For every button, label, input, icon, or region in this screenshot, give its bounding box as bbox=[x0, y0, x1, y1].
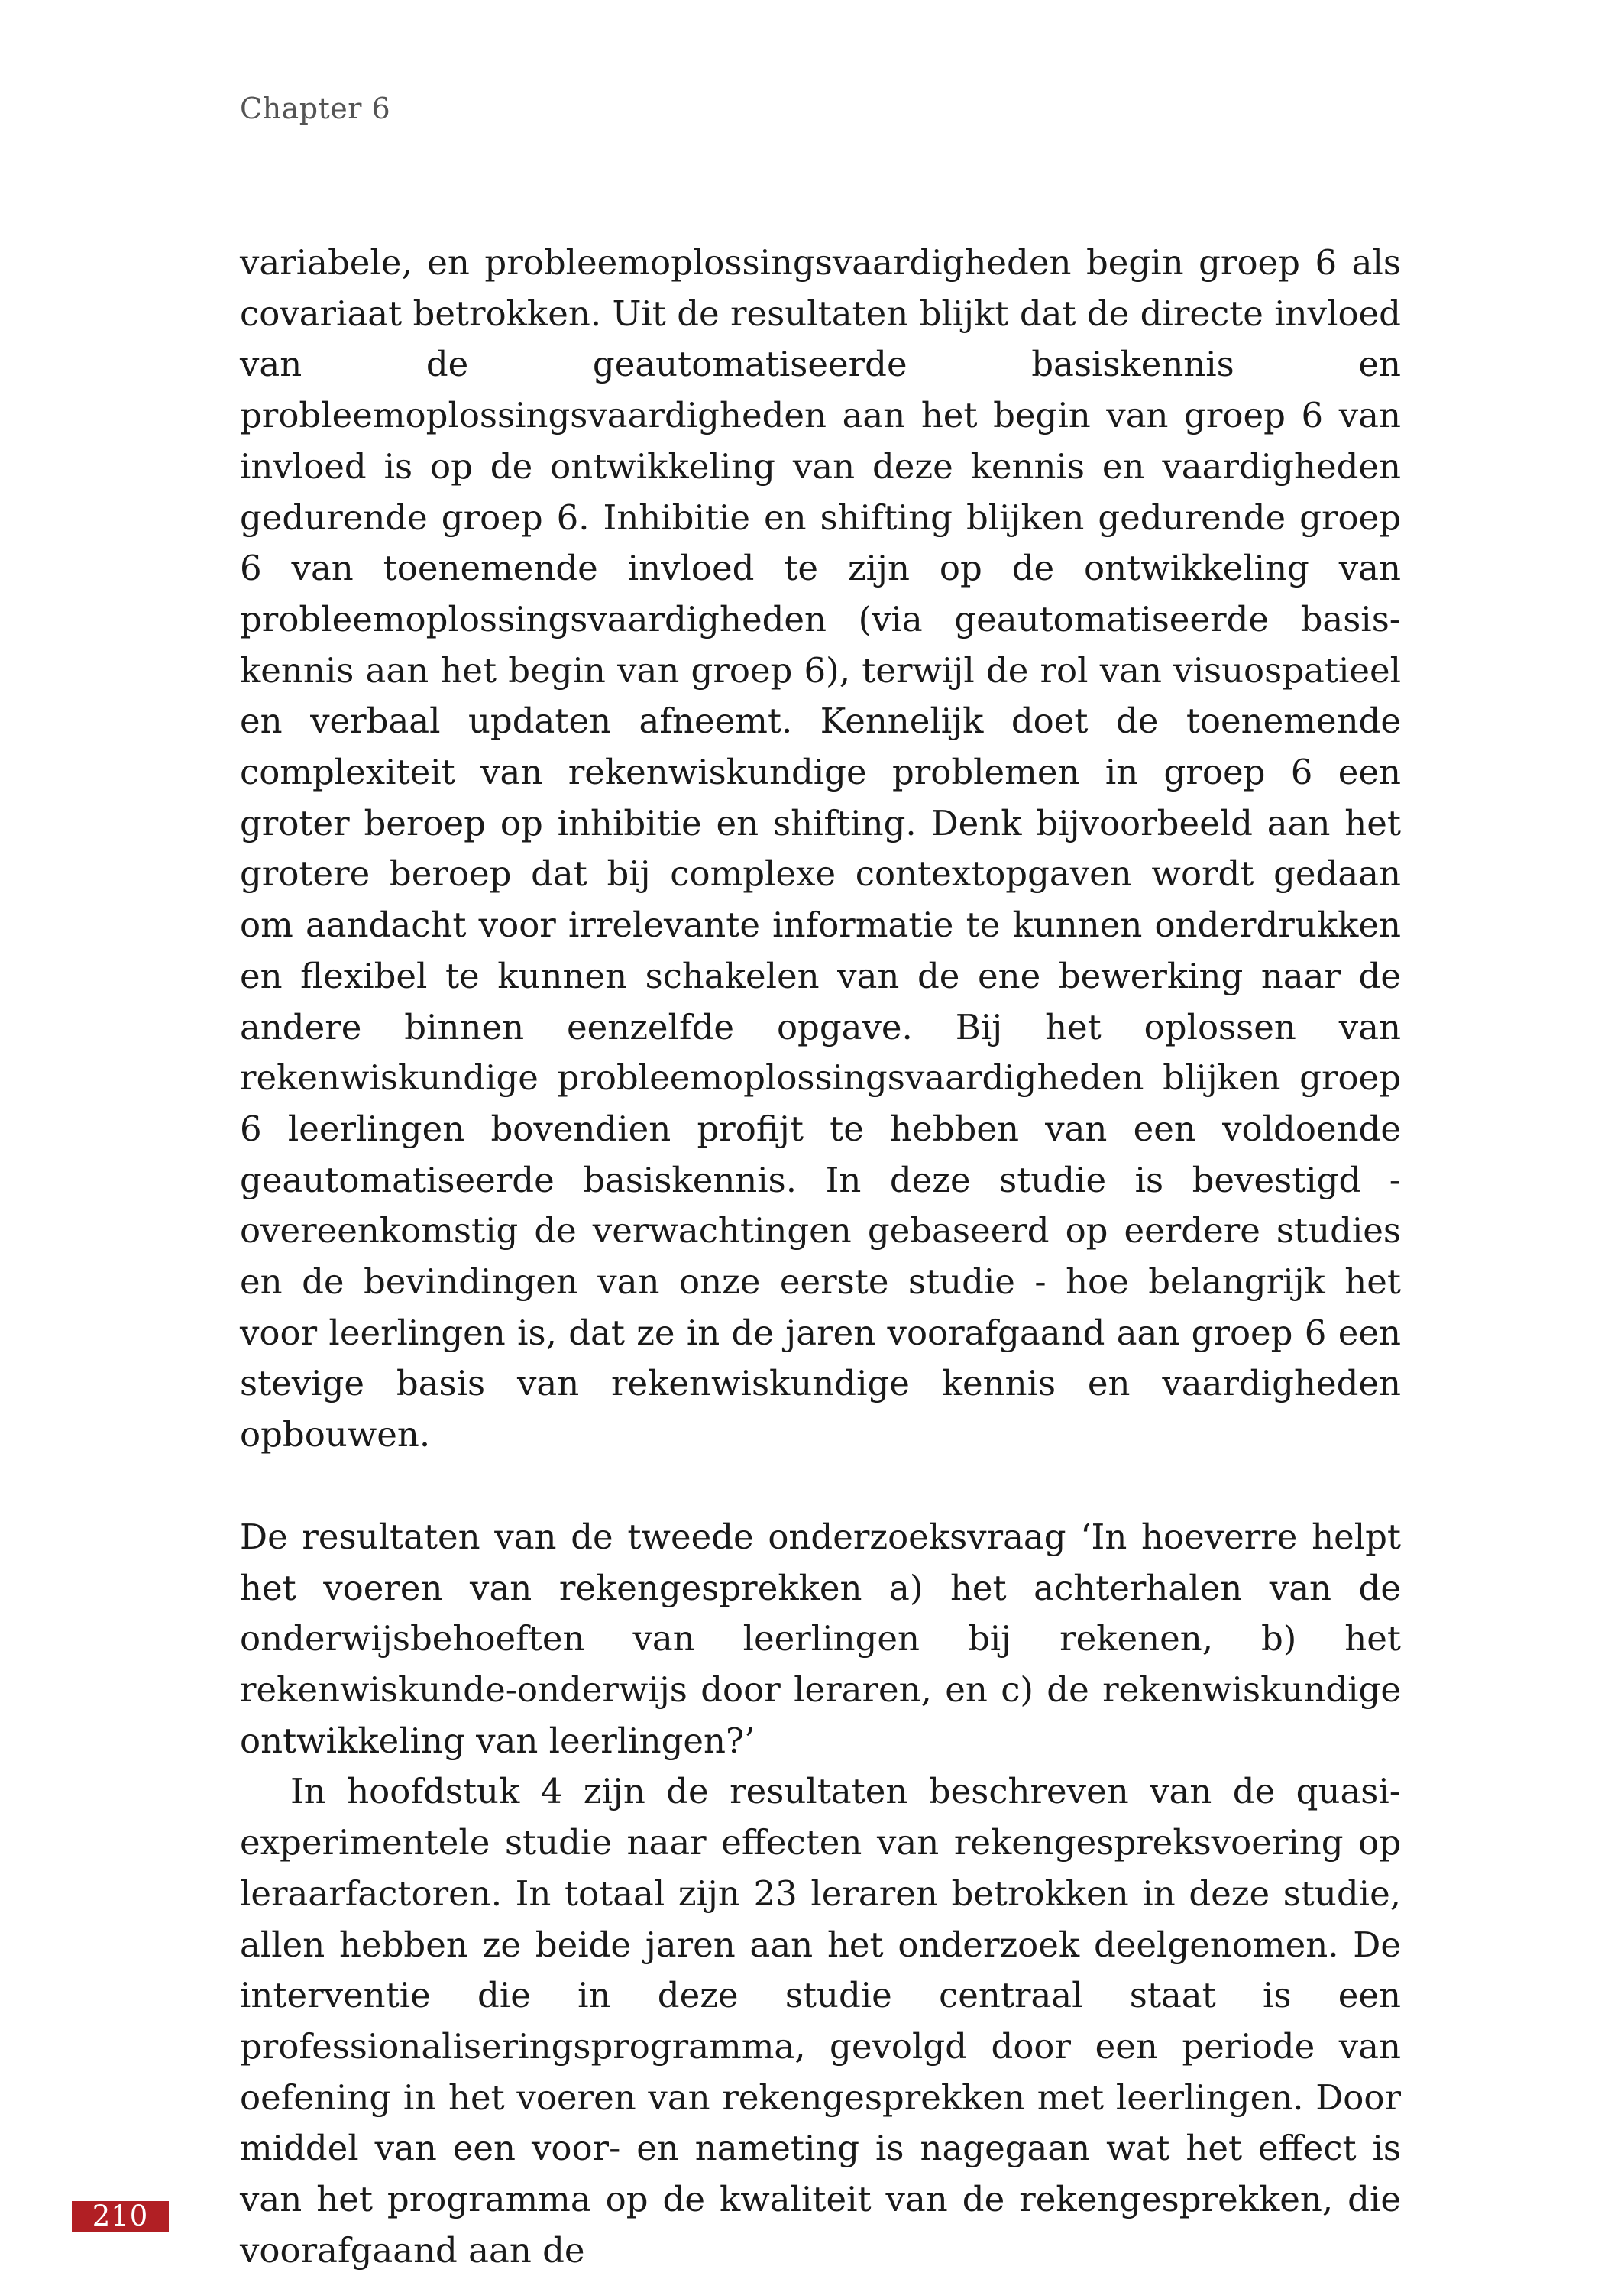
paragraph: In hoofdstuk 4 zijn de resultaten beschreven van de quasi-experimentele studie naar effecten van rekengespreksvoering op leraarfactoren. In totaal zijn 23 leraren betrokken in deze studie, allen hebben ze beide jaren aan het onderzoek deelgenomen. De interventie die in deze studie centraal staat is een professionaliseringsprogramma, gevolgd door een periode van oefening in het voeren van rekengesprekken met leerlingen. Door middel van een voor- en nameting is nagegaan wat het effect is van het programma op de kwaliteit van de rekengesprekken, die voorafgaand aan de bbox=[240, 1771, 1401, 2271]
paragraph: variabele, en probleemoplossingsvaardigheden begin groep 6 als covariaat betrokken. Uit de resultaten blijkt dat de directe invloed van de geautomatiseerde basiskennis en probleemoplossingsvaardigheden aan het begin van groep 6 van invloed is op de ontwikkeling van deze kennis en vaardigheden gedurende groep 6. Inhibitie en shifting blijken gedurende groep 6 van toenemende invloed te zijn op de ontwikkeling van probleemoplossingsvaardigheden (via geautomatiseerde basis-kennis aan het begin van groep 6), terwijl de rol van visuospatieel en verbaal updaten afneemt. Kennelijk doet de toenemende complexiteit van rekenwiskundige problemen in groep 6 een groter beroep op inhibitie en shifting. Denk bijvoorbeeld aan het grotere beroep dat bij complexe contextopgaven wordt gedaan om aandacht voor irrelevante informatie te kunnen onderdrukken en flexibel te kunnen schakelen van de ene bewerking naar de andere binnen eenzelfde opgave. Bij het oplossen van rekenwiskundige probleemoplossingsvaardigheden blijken groep 6 leerlingen bovendien profijt te hebben van een voldoende geautomatiseerde basiskennis. In deze studie is bevestigd - overeenkomstig de verwachtingen gebaseerd op eerdere studies en de bevindingen van onze eerste studie - hoe belangrijk het voor leerlingen is, dat ze in de jaren voorafgaand aan groep 6 een stevige basis van rekenwiskundige kennis en vaardigheden opbouwen. bbox=[240, 242, 1401, 1455]
page-number-badge: 210 bbox=[72, 2201, 169, 2232]
paragraph-spacer bbox=[240, 1461, 1401, 1512]
running-header: Chapter 6 bbox=[240, 92, 391, 125]
body-text bbox=[240, 238, 1401, 2276]
paragraph: De resultaten van de tweede onderzoeksvraag ‘In hoeverre helpt het voeren van rekengesprekken a) het achterhalen van de onderwijsbehoeften van leerlingen bij rekenen, b) het rekenwiskunde-onderwijs door leraren, en c) de rekenwiskundige ontwikkeling van leerlingen?’ bbox=[240, 1516, 1401, 1761]
